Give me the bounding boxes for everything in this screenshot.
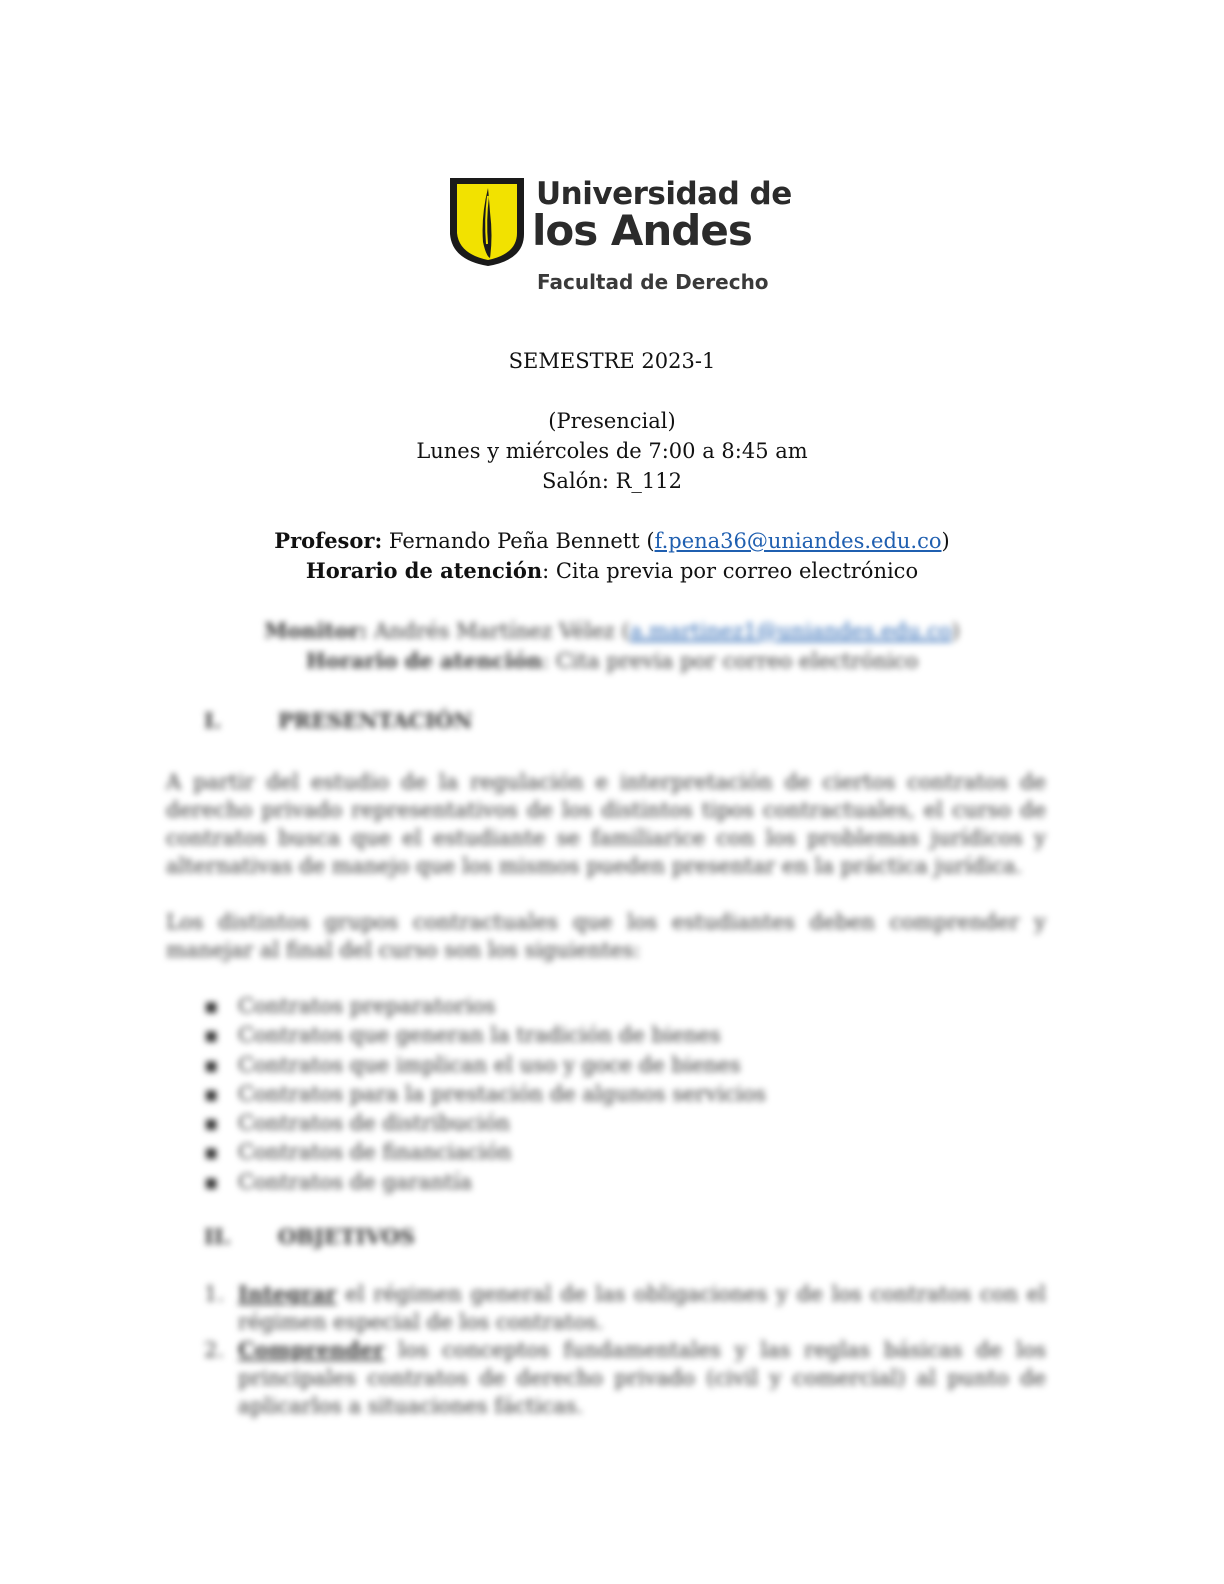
monitor-label: Monitor: xyxy=(264,618,368,643)
monitor-block xyxy=(150,616,1074,676)
semester-title: SEMESTRE 2023-1 xyxy=(508,349,716,373)
list-item xyxy=(204,1336,1046,1420)
logo-line-andes: los Andes xyxy=(532,206,752,255)
paren-open: ( xyxy=(614,619,630,643)
section-number: I. xyxy=(204,708,222,733)
list-item: ▪ Contratos que generan la tradición de bienes xyxy=(200,1021,766,1050)
schedule-block xyxy=(150,406,1074,496)
section-heading-objectives xyxy=(204,1224,415,1249)
monitor-name: Andrés Martínez Vélez xyxy=(373,619,615,643)
logo-line-faculty: Facultad de Derecho xyxy=(537,270,769,294)
item-number: 2. xyxy=(204,1338,225,1362)
list-item: ▪ Contratos de financiación xyxy=(200,1138,766,1167)
modality: (Presencial) xyxy=(548,409,676,433)
monitor-hours-label: Horario de atención xyxy=(305,648,543,673)
monitor-hours-line xyxy=(150,646,1074,676)
university-logo xyxy=(448,176,792,298)
paren-open: ( xyxy=(639,529,655,553)
objectives-list xyxy=(204,1280,1046,1420)
professor-name: Fernando Peña Bennett xyxy=(388,529,640,553)
professor-email-link[interactable]: f.pena36@uniandes.edu.co xyxy=(654,529,942,553)
monitor-line xyxy=(150,616,1074,646)
professor-hours-label: Horario de atención xyxy=(305,558,543,583)
presentation-paragraph: A partir del estudio de la regulación e interpretación de ciertos contratos de derecho privado representativos de los distintos tipos contractuales, el curso de contratos busca que el estudiante se familiarice con los problemas jurídicos y alternativas de manejo que los mismos pueden presentar en la práctica jurídica. xyxy=(166,770,1046,878)
objective-text: el régimen general de las obligaciones y de los contratos con el régimen especial de los contratos. xyxy=(238,1282,1046,1334)
section-heading-presentation xyxy=(204,708,472,733)
list-item: ▪ Contratos para la prestación de algunos servicios xyxy=(200,1080,766,1109)
objective-text: los conceptos fundamentales y las reglas básicas de los principales contratos de derecho privado (civil y comercial) al punto de aplicarlos a situaciones fácticas. xyxy=(238,1338,1046,1418)
list-item: ▪ Contratos de garantía xyxy=(200,1168,766,1197)
shield-logo-icon xyxy=(448,176,528,268)
list-item: ▪ Contratos de distribución xyxy=(200,1109,766,1138)
monitor-email-link[interactable]: a.martinez1@uniandes.edu.co xyxy=(629,619,952,643)
section-title: PRESENTACIÓN xyxy=(278,708,473,733)
contract-groups-list xyxy=(200,992,766,1197)
monitor-hours-value: : Cita previa por correo electrónico xyxy=(542,649,919,673)
paren-close: ) xyxy=(951,619,960,643)
section-title: OBJETIVOS xyxy=(278,1224,415,1249)
professor-block xyxy=(150,526,1074,586)
professor-hours-value: : Cita previa por correo electrónico xyxy=(542,559,919,583)
list-item: ▪ Contratos preparatorios xyxy=(200,992,766,1021)
item-number: 1. xyxy=(204,1282,225,1306)
list-item xyxy=(204,1280,1046,1336)
professor-hours-line xyxy=(150,556,1074,586)
paren-close: ) xyxy=(941,529,950,553)
objective-verb: Comprender xyxy=(238,1337,385,1362)
objective-verb: Integrar xyxy=(238,1281,337,1306)
section-number: II. xyxy=(204,1224,231,1249)
classroom: Salón: R_112 xyxy=(542,469,682,493)
professor-line xyxy=(150,526,1074,556)
list-item: ▪ Contratos que implican el uso y goce de bienes xyxy=(200,1051,766,1080)
professor-label: Profesor: xyxy=(274,528,383,553)
contract-groups-intro: Los distintos grupos contractuales que los estudiantes deben comprender y manejar al final del curso son los siguientes: xyxy=(166,910,1046,962)
class-schedule: Lunes y miércoles de 7:00 a 8:45 am xyxy=(416,439,808,463)
logo-line-university: Universidad de xyxy=(536,176,792,212)
